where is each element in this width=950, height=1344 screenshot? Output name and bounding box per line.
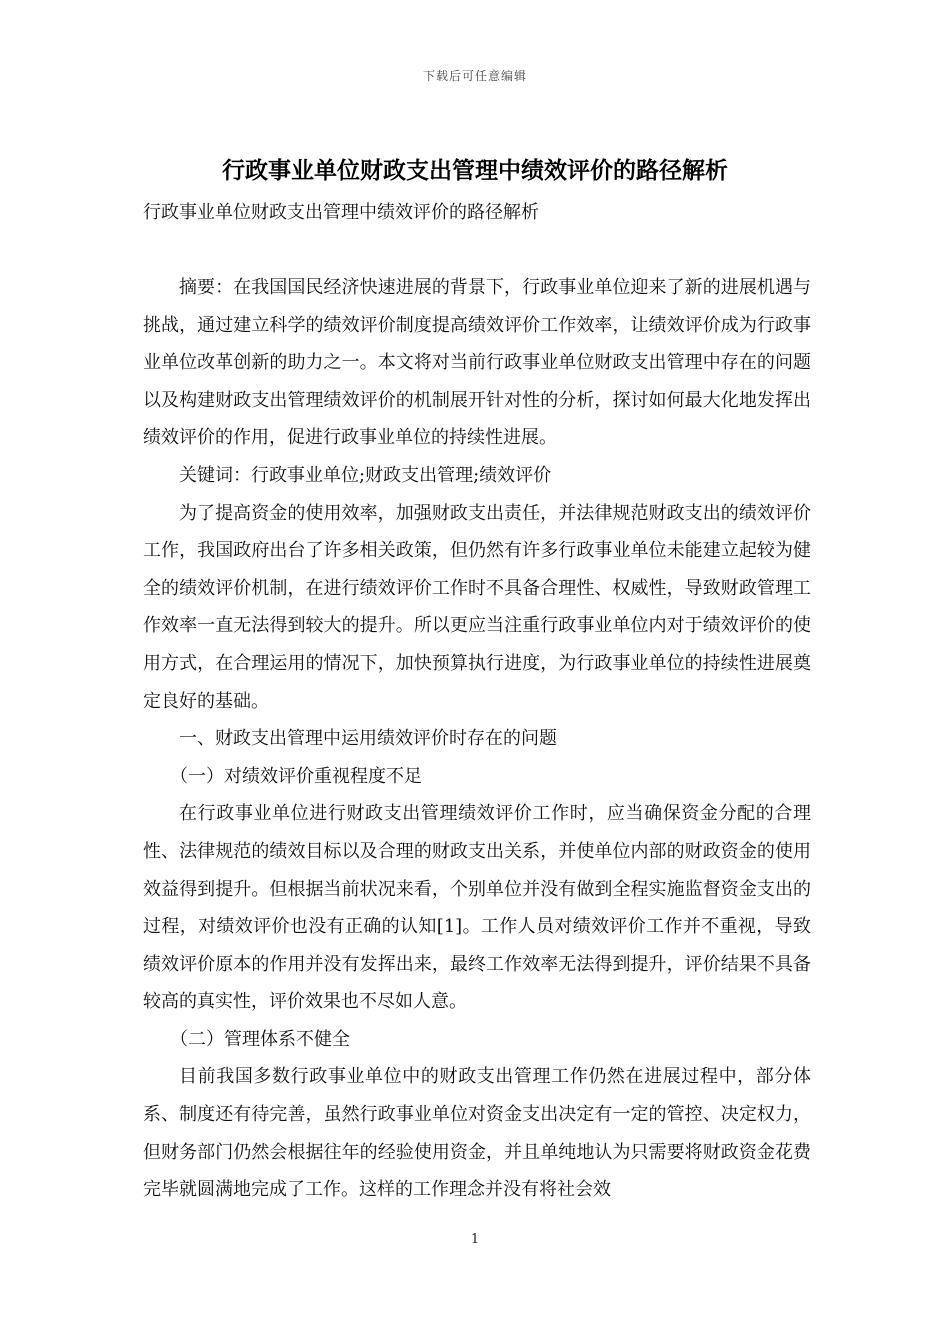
page-header-note: 下载后可任意编辑 <box>422 69 527 83</box>
abstract-paragraph: 摘要：在我国国民经济快速进展的背景下，行政事业单位迎来了新的进展机遇与挑战，通过建立科学的绩效评价制度提高绩效评价工作效率，让绩效评价成为行政事业单位改革创新的助力之一。本文将对当前行政事业单位财政支出管理中存在的问题以及构建财政支出管理绩效评价的机制展开针对性的分析，探讨如何最大化地发挥出绩效评价的作用，促进行政事业单位的持续性进展。 <box>143 277 811 449</box>
page-number: 1 <box>470 1232 480 1247</box>
document-body <box>143 269 811 1209</box>
document-subtitle: 行政事业单位财政支出管理中绩效评价的路径解析 <box>143 202 539 223</box>
intro-paragraph: 为了提高资金的使用效率，加强财政支出责任，并法律规范财政支出的绩效评价工作，我国政府出台了许多相关政策，但仍然有许多行政事业单位未能建立起较为健全的绩效评价机制，在进行绩效评价工作时不具备合理性、权威性，导致财政管理工作效率一直无法得到较大的提升。所以更应当注重行政事业单位内对于绩效评价的使用方式，在合理运用的情况下，加快预算执行进度，为行政事业单位的持续性进展奠定良好的基础。 <box>143 502 811 712</box>
subsection-paragraph: 目前我国多数行政事业单位中的财政支出管理工作仍然在进展过程中，部分体系、制度还有待完善，虽然行政事业单位对资金支出决定有一定的管控、决定权力，但财务部门仍然会根据往年的经验使用资金，并且单纯地认为只需要将财政资金花费完毕就圆满地完成了工作。这样的工作理念并没有将社会效 <box>143 1066 811 1201</box>
section-heading: 一、财政支出管理中运用绩效评价时存在的问题 <box>179 728 557 750</box>
subsection-heading: （二）管理体系不健全 <box>170 1028 350 1050</box>
subsection-paragraph: 在行政事业单位进行财政支出管理绩效评价工作时，应当确保资金分配的合理性、法律规范的绩效目标以及合理的财政支出关系，并使单位内部的财政资金的使用效益得到提升。但根据当前状况来看，个别单位并没有做到全程实施监督资金支出的过程，对绩效评价也没有正确的认知[1]。工作人员对绩效评价工作并不重视，导致绩效评价原本的作用并没有发挥出来，最终工作效率无法得到提升，评价结果不具备较高的真实性，评价效果也不尽如人意。 <box>143 803 811 1013</box>
keywords-paragraph: 关键词：行政事业单位;财政支出管理;绩效评价 <box>179 464 552 486</box>
document-title: 行政事业单位财政支出管理中绩效评价的路径解析 <box>222 157 728 184</box>
subsection-heading: （一）对绩效评价重视程度不足 <box>170 765 422 787</box>
